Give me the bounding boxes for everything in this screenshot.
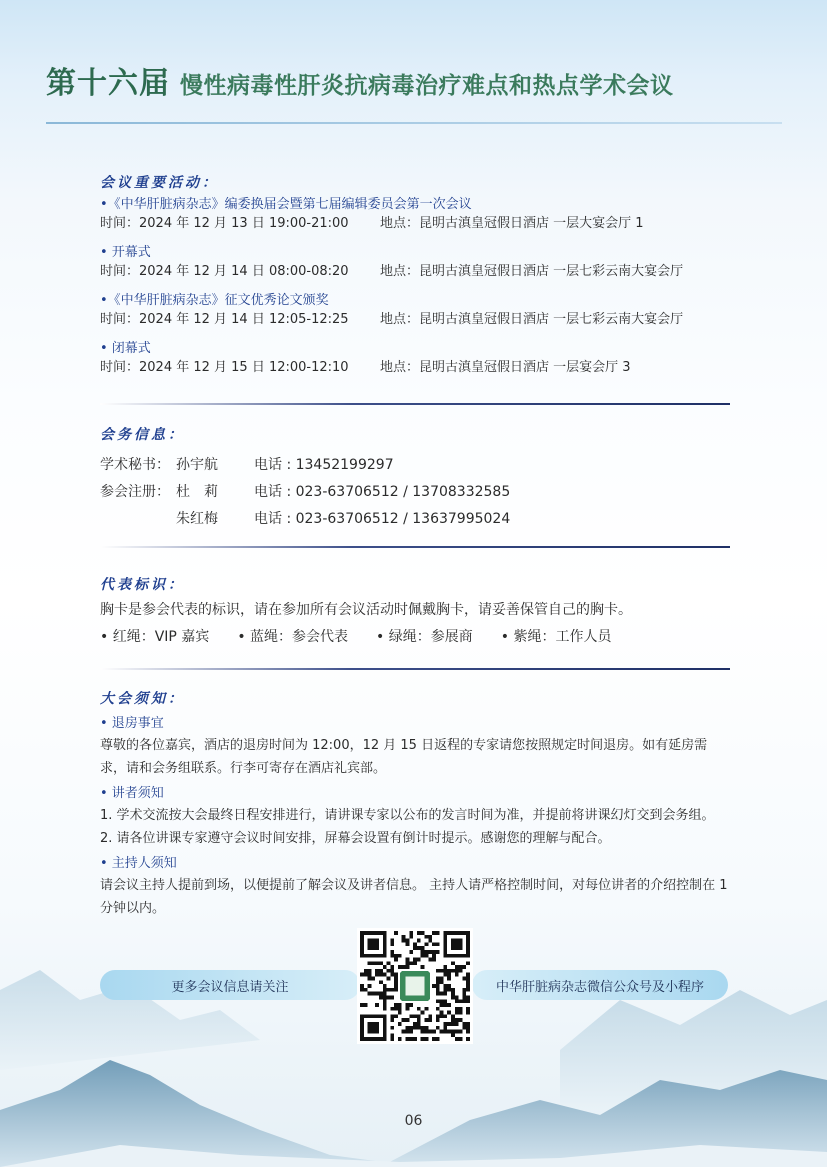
activity-title: • 闭幕式	[100, 341, 151, 356]
activity-time: 时间：2024 年 12 月 15 日 12:00-12:10	[100, 360, 349, 375]
title-prefix: 第十六届	[46, 66, 170, 101]
page-number: 06	[404, 1113, 423, 1129]
section-divider	[100, 668, 730, 670]
speaker-line-2: 2. 请各位讲课专家遵守会议时间安排，屏幕会设置有倒计时提示。感谢您的理解与配合。	[100, 831, 611, 846]
follow-pill: 更多会议信息请关注	[100, 970, 360, 1000]
badge-item-purple: • 紫绳：工作人员	[500, 629, 612, 645]
contact-name: 杜 莉	[176, 484, 218, 500]
host-title: • 主持人须知	[100, 856, 177, 871]
activity-title: •《中华肝脏病杂志》征文优秀论文颁奖	[100, 293, 329, 308]
activity-time: 时间：2024 年 12 月 13 日 19:00-21:00	[100, 216, 349, 231]
activity-row	[100, 358, 730, 378]
page-title	[46, 58, 674, 102]
activity-row	[100, 214, 730, 234]
title-main: 慢性病毒性肝炎抗病毒治疗难点和热点学术会议	[180, 73, 674, 99]
speaker-line-1: 1. 学术交流按大会最终日程安排进行，请讲课专家以公布的发言时间为准，并提前将讲课幻灯交到会务组。	[100, 808, 715, 823]
contact-row	[100, 452, 730, 479]
contact-role	[100, 506, 176, 533]
badge-item-red: • 红绳：VIP 嘉宾	[100, 629, 210, 645]
notice-heading: 大会须知：	[100, 691, 185, 707]
host-text: 请会议主持人提前到场，以便提前了解会议及讲者信息。 主持人请严格控制时间，对每位讲者的介绍控制在 1 分钟以内。	[100, 878, 728, 916]
badge-item-green: • 绿绳：参展商	[376, 629, 473, 645]
contact-phone: 电话 : 13452199297	[254, 457, 394, 473]
contact-row	[100, 506, 730, 533]
notice-section	[100, 688, 730, 920]
speaker-title: • 讲者须知	[100, 786, 164, 801]
badges-description: 胸卡是参会代表的标识，请在参加所有会议活动时佩戴胸卡，请妥善保管自己的胸卡。	[100, 602, 632, 618]
affairs-section	[100, 424, 730, 533]
contact-name: 孙宇航	[176, 457, 218, 473]
section-divider	[100, 546, 730, 548]
qr-code	[357, 928, 473, 1044]
contact-role: 参会注册：	[100, 484, 170, 500]
activity-row	[100, 310, 730, 330]
wechat-pill: 中华肝脏病杂志微信公众号及小程序	[472, 970, 728, 1000]
activities-heading: 会议重要活动：	[100, 175, 219, 191]
checkout-title: • 退房事宜	[100, 716, 164, 731]
activity-place: 地点：昆明古滇皇冠假日酒店 一层宴会厅 3	[380, 360, 631, 375]
contact-phone: 电话 : 023-63706512 / 13637995024	[254, 511, 511, 527]
activity-title: • 开幕式	[100, 245, 151, 260]
activities-section	[100, 172, 730, 378]
badge-list	[100, 624, 730, 650]
activity-time: 时间：2024 年 12 月 14 日 12:05-12:25	[100, 312, 349, 327]
activity-title: •《中华肝脏病杂志》编委换届会暨第七届编辑委员会第一次会议	[100, 197, 472, 212]
badges-heading: 代表标识：	[100, 577, 185, 593]
contact-name: 朱红梅	[176, 511, 218, 527]
activity-time: 时间：2024 年 12 月 14 日 08:00-08:20	[100, 264, 349, 279]
activity-place: 地点：昆明古滇皇冠假日酒店 一层七彩云南大宴会厅	[380, 264, 684, 279]
activity-place: 地点：昆明古滇皇冠假日酒店 一层大宴会厅 1	[380, 216, 644, 231]
activity-place: 地点：昆明古滇皇冠假日酒店 一层七彩云南大宴会厅	[380, 312, 684, 327]
badge-item-blue: • 蓝绳：参会代表	[237, 629, 349, 645]
title-divider	[46, 122, 782, 124]
badges-section	[100, 574, 730, 650]
qr-code-icon	[360, 931, 470, 1041]
checkout-text: 尊敬的各位嘉宾，酒店的退房时间为 12:00，12 月 15 日返程的专家请您按照规定时间退房。如有延房需求，请和会务组联系。行李可寄存在酒店礼宾部。	[100, 738, 708, 776]
affairs-heading: 会务信息：	[100, 427, 185, 443]
contact-role: 学术秘书：	[100, 457, 170, 473]
section-divider	[100, 403, 730, 405]
contact-row	[100, 479, 730, 506]
activity-row	[100, 262, 730, 282]
contact-phone: 电话 : 023-63706512 / 13708332585	[254, 484, 511, 500]
